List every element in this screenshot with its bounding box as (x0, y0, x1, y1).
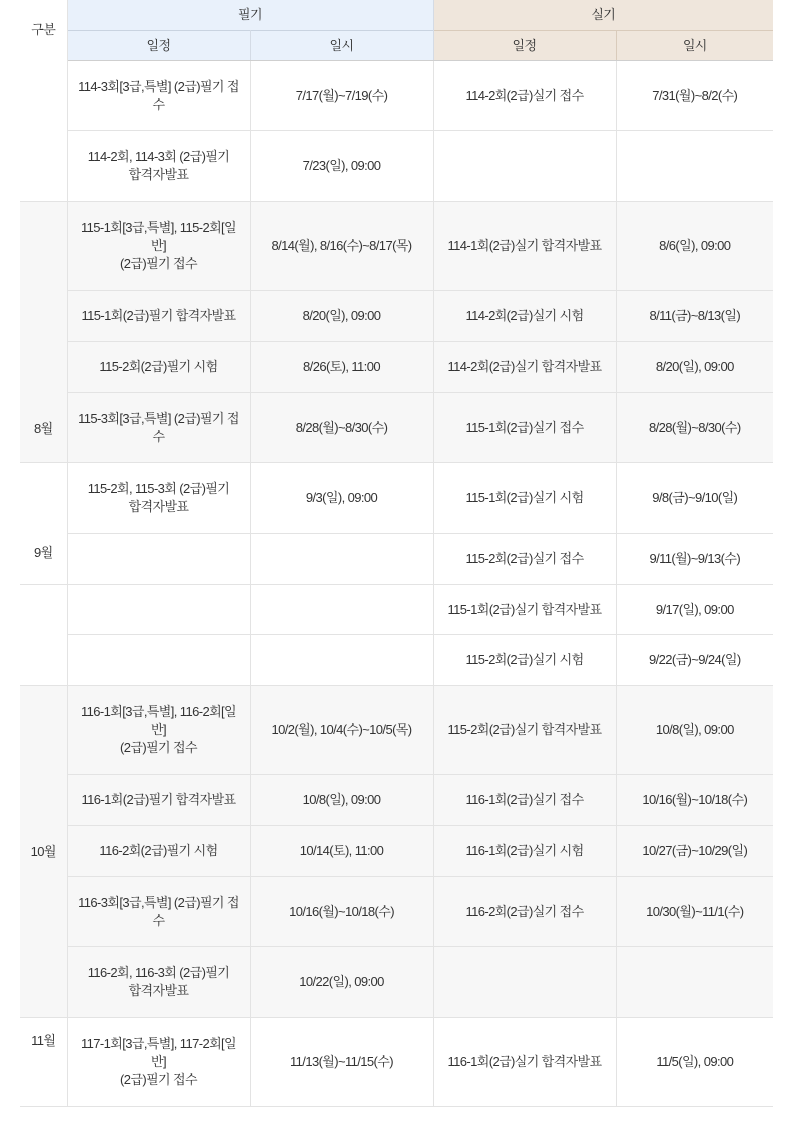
practical-datetime-cell: 8/20(일), 09:00 (616, 342, 773, 393)
practical-datetime-cell: 9/11(월)~9/13(수) (616, 534, 773, 585)
written-datetime-cell: 7/23(일), 09:00 (250, 131, 433, 202)
practical-schedule-cell (433, 131, 616, 202)
written-schedule-cell: 116-1회[3급,특별], 116-2회[일반] (2급)필기 접수 (67, 686, 250, 775)
written-schedule-cell: 115-1회[3급,특별], 115-2회[일반] (2급)필기 접수 (67, 202, 250, 291)
written-schedule-cell: 115-3회[3급,특별] (2급)필기 접수 (67, 393, 250, 463)
written-datetime-cell: 10/8(일), 09:00 (250, 775, 433, 826)
practical-schedule-cell: 115-2회(2급)실기 시험 (433, 635, 616, 686)
table-row (20, 342, 773, 393)
practical-schedule-cell: 114-2회(2급)실기 접수 (433, 61, 616, 131)
written-datetime-cell: 8/14(월), 8/16(수)~8/17(목) (250, 202, 433, 291)
written-exam-header: 필기 (67, 0, 433, 31)
written-datetime-cell: 10/16(월)~10/18(수) (250, 877, 433, 947)
written-schedule-cell (67, 635, 250, 686)
month-cell (20, 585, 67, 686)
written-datetime-cell (250, 635, 433, 686)
practical-schedule-cell: 114-2회(2급)실기 시험 (433, 291, 616, 342)
table-row (20, 131, 773, 202)
practical-exam-header: 실기 (433, 0, 773, 31)
written-datetime-cell: 7/17(월)~7/19(수) (250, 61, 433, 131)
table-row (20, 775, 773, 826)
practical-datetime-cell: 11/5(일), 09:00 (616, 1018, 773, 1107)
practical-schedule-cell: 116-1회(2급)실기 시험 (433, 826, 616, 877)
practical-schedule-cell: 115-1회(2급)실기 합격자발표 (433, 585, 616, 635)
practical-datetime-cell: 9/17(일), 09:00 (616, 585, 773, 635)
written-schedule-cell: 115-2회, 115-3회 (2급)필기 합격자발표 (67, 463, 250, 534)
practical-datetime-cell: 10/30(월)~11/1(수) (616, 877, 773, 947)
table-row (20, 534, 773, 585)
written-datetime-cell: 9/3(일), 09:00 (250, 463, 433, 534)
written-datetime-cell: 10/22(일), 09:00 (250, 947, 433, 1018)
exam-schedule-table (20, 0, 773, 1107)
practical-datetime-cell: 8/28(월)~8/30(수) (616, 393, 773, 463)
written-schedule-cell: 115-1회(2급)필기 합격자발표 (67, 291, 250, 342)
written-schedule-cell: 115-2회(2급)필기 시험 (67, 342, 250, 393)
table-row (20, 291, 773, 342)
category-header: 구분 (20, 0, 67, 61)
practical-datetime-header: 일시 (616, 31, 773, 61)
practical-datetime-cell: 7/31(월)~8/2(수) (616, 61, 773, 131)
practical-schedule-cell (433, 947, 616, 1018)
table-row (20, 1018, 773, 1107)
practical-schedule-cell: 115-2회(2급)실기 합격자발표 (433, 686, 616, 775)
month-cell: 11월 (20, 1018, 67, 1107)
practical-schedule-cell: 115-2회(2급)실기 접수 (433, 534, 616, 585)
practical-datetime-cell: 10/27(금)~10/29(일) (616, 826, 773, 877)
table-row (20, 463, 773, 534)
month-cell: 8월 (20, 202, 67, 463)
practical-schedule-header: 일정 (433, 31, 616, 61)
exam-schedule-table-wrapper (20, 0, 773, 1107)
practical-schedule-cell: 114-1회(2급)실기 합격자발표 (433, 202, 616, 291)
written-schedule-cell (67, 585, 250, 635)
written-datetime-cell: 10/14(토), 11:00 (250, 826, 433, 877)
table-row (20, 826, 773, 877)
written-datetime-cell: 11/13(월)~11/15(수) (250, 1018, 433, 1107)
table-row (20, 635, 773, 686)
written-schedule-cell: 116-2회(2급)필기 시험 (67, 826, 250, 877)
practical-schedule-cell: 115-1회(2급)실기 접수 (433, 393, 616, 463)
month-cell (20, 61, 67, 202)
practical-schedule-cell: 115-1회(2급)실기 시험 (433, 463, 616, 534)
practical-datetime-cell: 9/8(금)~9/10(일) (616, 463, 773, 534)
practical-datetime-cell (616, 131, 773, 202)
practical-schedule-cell: 116-1회(2급)실기 접수 (433, 775, 616, 826)
table-row (20, 585, 773, 635)
written-schedule-header: 일정 (67, 31, 250, 61)
written-datetime-cell: 8/28(월)~8/30(수) (250, 393, 433, 463)
practical-schedule-cell: 114-2회(2급)실기 합격자발표 (433, 342, 616, 393)
table-row (20, 393, 773, 463)
written-schedule-cell: 117-1회[3급,특별], 117-2회[일반] (2급)필기 접수 (67, 1018, 250, 1107)
written-datetime-cell (250, 585, 433, 635)
written-datetime-cell: 8/20(일), 09:00 (250, 291, 433, 342)
written-datetime-header: 일시 (250, 31, 433, 61)
practical-datetime-cell: 10/8(일), 09:00 (616, 686, 773, 775)
table-row (20, 686, 773, 775)
table-row (20, 947, 773, 1018)
written-schedule-cell: 114-2회, 114-3회 (2급)필기 합격자발표 (67, 131, 250, 202)
practical-datetime-cell: 9/22(금)~9/24(일) (616, 635, 773, 686)
written-schedule-cell (67, 534, 250, 585)
table-row (20, 877, 773, 947)
written-datetime-cell: 8/26(토), 11:00 (250, 342, 433, 393)
written-schedule-cell: 116-1회(2급)필기 합격자발표 (67, 775, 250, 826)
practical-datetime-cell: 8/6(일), 09:00 (616, 202, 773, 291)
written-schedule-cell: 114-3회[3급,특별] (2급)필기 접수 (67, 61, 250, 131)
written-datetime-cell (250, 534, 433, 585)
practical-schedule-cell: 116-2회(2급)실기 접수 (433, 877, 616, 947)
written-datetime-cell: 10/2(월), 10/4(수)~10/5(목) (250, 686, 433, 775)
practical-schedule-cell: 116-1회(2급)실기 합격자발표 (433, 1018, 616, 1107)
table-row (20, 202, 773, 291)
written-schedule-cell: 116-2회, 116-3회 (2급)필기 합격자발표 (67, 947, 250, 1018)
written-schedule-cell: 116-3회[3급,특별] (2급)필기 접수 (67, 877, 250, 947)
table-row (20, 61, 773, 131)
month-cell: 10월 (20, 686, 67, 1018)
practical-datetime-cell (616, 947, 773, 1018)
month-cell: 9월 (20, 463, 67, 585)
schedule-body (20, 61, 773, 1107)
practical-datetime-cell: 8/11(금)~8/13(일) (616, 291, 773, 342)
practical-datetime-cell: 10/16(월)~10/18(수) (616, 775, 773, 826)
